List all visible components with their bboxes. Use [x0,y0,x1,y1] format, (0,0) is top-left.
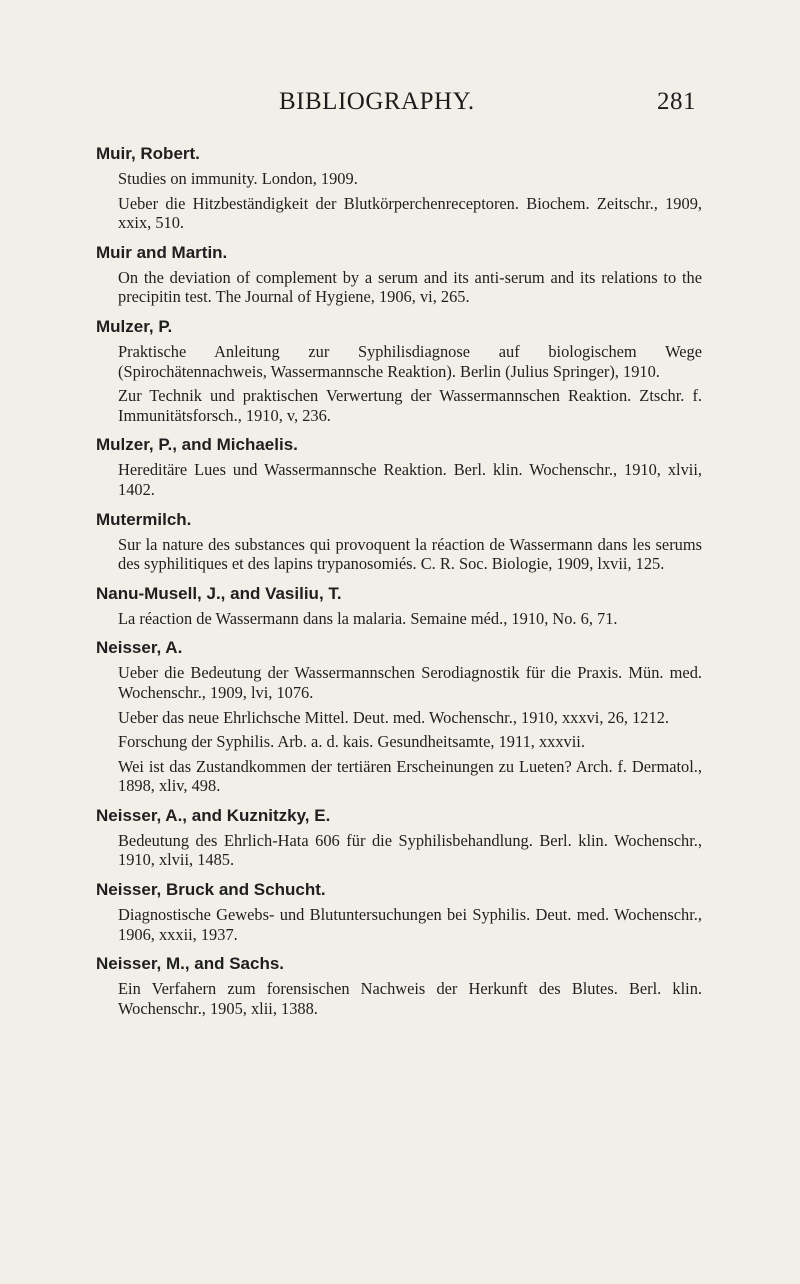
entry-author: Neisser, A., and Kuznitzky, E. [96,805,331,825]
entry-author: Mutermilch. [96,509,192,529]
entry-work: Ueber das neue Ehrlichsche Mittel. Deut. med. Wochenschr., 1910, xxxvi, 26, 1212. [118,707,669,727]
entry-work: Hereditäre Lues und Wassermannsche Reaktion. Berl. klin. Wochenschr., 1910, xlvii, 1402. [118,460,702,499]
entry-work: La réaction de Wassermann dans la malaria. Semaine méd., 1910, No. 6, 71. [118,608,618,628]
entry-work: Zur Technik und praktischen Verwertung der Wassermannschen Reaktion. Ztschr. f. Immunitätsforsch., 1910, v, 236. [118,386,702,425]
entry-work: On the deviation of complement by a serum and its anti-serum and its relations to the precipitin test. The Journal of Hygiene, 1906, vi, 265. [118,267,702,307]
bibliography-entry [96,242,702,307]
bibliography-entry [96,143,702,233]
entry-author: Neisser, M., and Sachs. [96,954,285,974]
entry-author: Mulzer, P. [96,316,173,336]
entry-work: Praktische Anleitung zur Syphilisdiagnose auf biologischem Wege (Spirochätennachweis, Wassermannsche Reaktion). Berlin (Julius Springer), 1910. [118,341,702,381]
bibliography-entry [96,953,702,1018]
entry-work: Ueber die Hitzbeständigkeit der Blutkörperchenreceptoren. Biochem. Zeitschr., 1909, xxix, 510. [118,193,702,233]
entry-author: Muir and Martin. [96,242,228,262]
entry-work: Bedeutung des Ehrlich-Hata 606 für die Syphilisbehandlung. Berl. klin. Wochenschr., 1910, xlvii, 1485. [118,830,702,870]
bibliography-entry [96,316,702,425]
entry-work: Sur la nature des substances qui provoquent la réaction de Wassermann dans les serums des syphilitiques et des lapins trypanosomiés. C. R. Soc. Biologie, 1909, lxvii, 125. [118,534,702,574]
entry-author: Muir, Robert. [96,144,200,163]
bibliography-entry [96,805,702,870]
bibliography-entry [96,583,702,629]
page-number: 281 [657,88,696,115]
running-head [96,88,696,122]
entry-work: Ueber die Bedeutung der Wassermannschen Serodiagnostik für die Praxis. Mün. med. Wochenschr., 1909, lvi, 1076. [118,663,702,702]
entry-author: Mulzer, P., and Michaelis. [96,435,298,455]
entry-work: Ein Verfahern zum forensischen Nachweis der Herkunft des Blutes. Berl. klin. Wochenschr., 1905, xlii, 1388. [118,979,702,1018]
bibliography-list [96,143,702,1027]
entry-work: Diagnostische Gewebs- und Blutuntersuchungen bei Syphilis. Deut. med. Wochenschr., 1906, xxxii, 1937. [118,905,702,944]
entry-work: Studies on immunity. London, 1909. [118,169,358,188]
bibliography-entry [96,509,702,574]
running-title: BIBLIOGRAPHY. [279,88,475,115]
entry-work: Forschung der Syphilis. Arb. a. d. kais. Gesundheitsamte, 1911, xxxvii. [118,732,585,752]
bibliography-entry [96,434,702,499]
bibliography-entry [96,879,702,944]
bibliography-entry [96,637,702,796]
entry-author: Neisser, A. [96,638,183,658]
entry-author: Nanu-Musell, J., and Vasiliu, T. [96,583,342,603]
entry-author: Neisser, Bruck and Schucht. [96,880,326,900]
entry-work: Wei ist das Zustandkommen der tertiären Erscheinungen zu Lueten? Arch. f. Dermatol., 1898, xliv, 498. [118,756,702,796]
